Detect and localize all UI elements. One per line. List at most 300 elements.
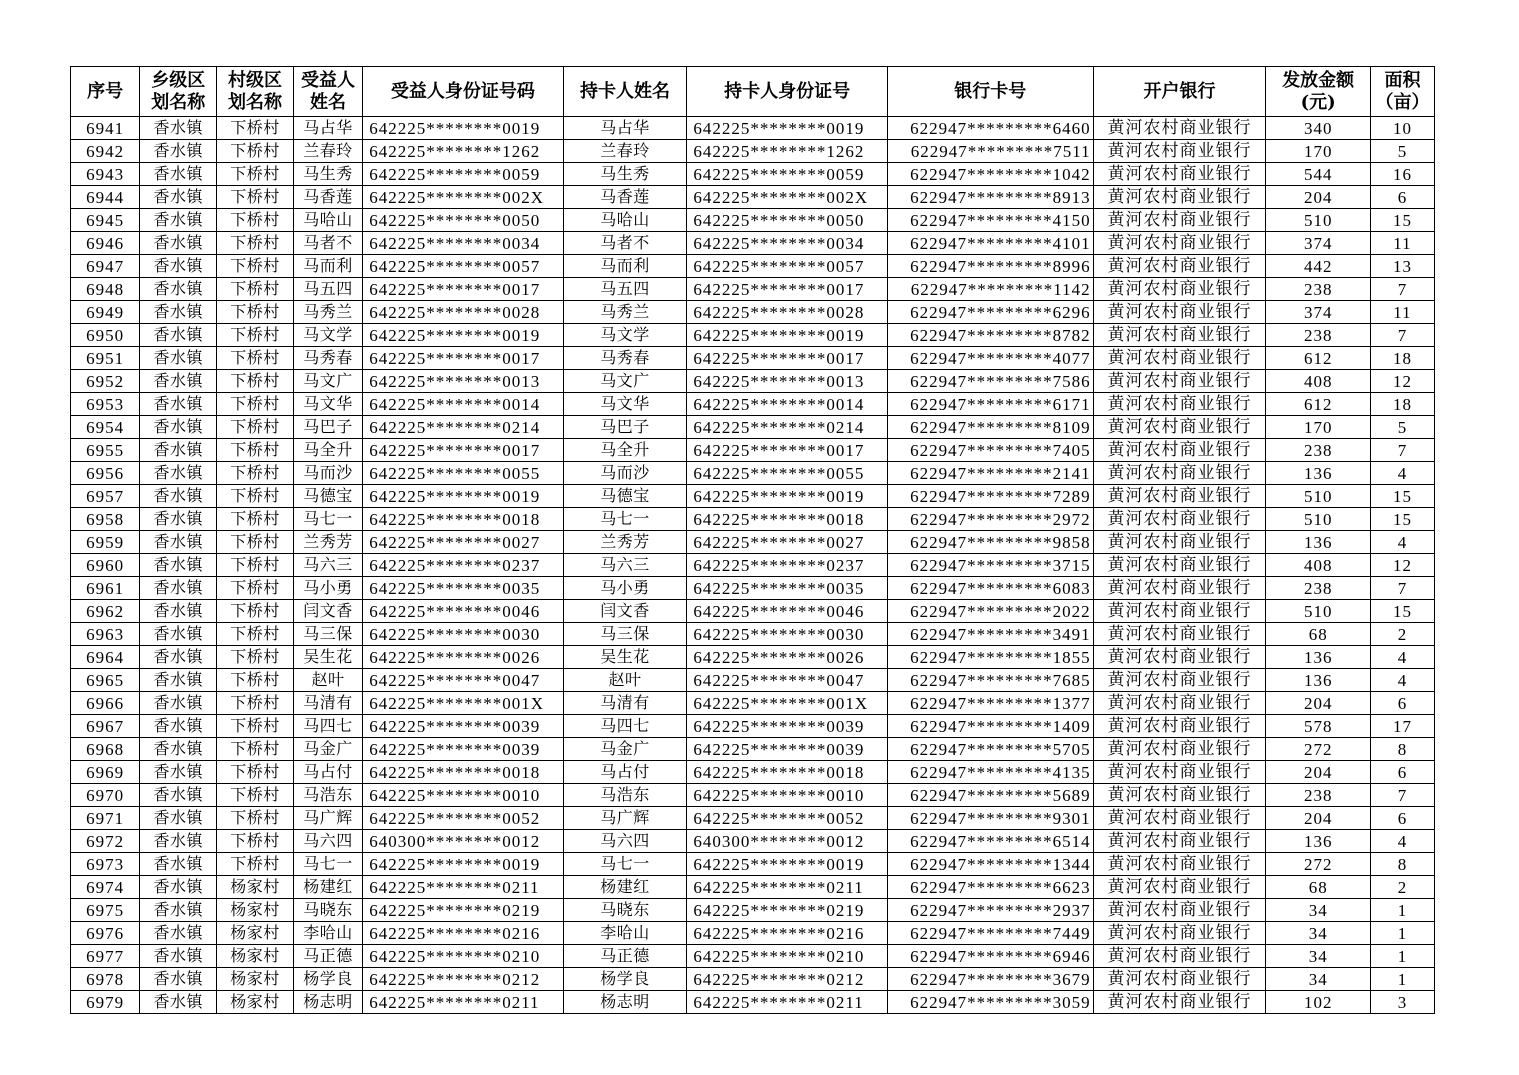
cardholder-id-cell: 642225********0046 xyxy=(687,600,887,623)
cardholder-id-cell: 642225********0014 xyxy=(687,393,887,416)
bank-cell: 黄河农村商业银行 xyxy=(1093,117,1266,140)
bank-card-no-cell: 622947*********9858 xyxy=(887,531,1093,554)
serial-no-cell: 6963 xyxy=(71,623,140,646)
beneficiary-id-cell: 642225********0019 xyxy=(363,324,563,347)
cardholder-name-cell: 马七一 xyxy=(563,508,687,531)
cardholder-name-cell: 马清有 xyxy=(563,692,687,715)
amount-cell: 272 xyxy=(1266,738,1371,761)
table-row xyxy=(71,186,1435,209)
village-cell: 下桥村 xyxy=(217,232,294,255)
cardholder-name-cell: 马六三 xyxy=(563,554,687,577)
village-cell: 下桥村 xyxy=(217,807,294,830)
beneficiary-id-cell: 642225********0055 xyxy=(363,462,563,485)
amount-cell: 578 xyxy=(1266,715,1371,738)
beneficiary-id-cell: 642225********0210 xyxy=(363,945,563,968)
amount-cell: 442 xyxy=(1266,255,1371,278)
bank-card-no-cell: 622947*********7449 xyxy=(887,922,1093,945)
beneficiary-id-cell: 642225********0017 xyxy=(363,278,563,301)
serial-no-cell: 6942 xyxy=(71,140,140,163)
cardholder-id-cell: 642225********0019 xyxy=(687,485,887,508)
area-cell: 15 xyxy=(1370,209,1434,232)
table-row xyxy=(71,462,1435,485)
serial-no-cell: 6958 xyxy=(71,508,140,531)
beneficiary-name-cell: 马七一 xyxy=(293,508,362,531)
amount-cell: 136 xyxy=(1266,830,1371,853)
area-cell: 7 xyxy=(1370,324,1434,347)
serial-no-cell: 6943 xyxy=(71,163,140,186)
bank-card-no-cell: 622947*********8996 xyxy=(887,255,1093,278)
bank-card-no-cell: 622947*********7685 xyxy=(887,669,1093,692)
bank-cell: 黄河农村商业银行 xyxy=(1093,462,1266,485)
township-cell: 香水镇 xyxy=(140,945,217,968)
cardholder-id-cell: 642225********0211 xyxy=(687,991,887,1014)
amount-cell: 374 xyxy=(1266,301,1371,324)
amount-cell: 408 xyxy=(1266,554,1371,577)
area-cell: 8 xyxy=(1370,853,1434,876)
cardholder-name-cell: 马秀春 xyxy=(563,347,687,370)
beneficiary-name-cell: 马秀兰 xyxy=(293,301,362,324)
cardholder-name-cell: 马正德 xyxy=(563,945,687,968)
cardholder-id-cell: 642225********0039 xyxy=(687,738,887,761)
bank-cell: 黄河农村商业银行 xyxy=(1093,922,1266,945)
table-row xyxy=(71,301,1435,324)
beneficiary-id-cell: 642225********0019 xyxy=(363,853,563,876)
township-cell: 香水镇 xyxy=(140,531,217,554)
village-cell: 下桥村 xyxy=(217,554,294,577)
township-cell: 香水镇 xyxy=(140,462,217,485)
area-cell: 18 xyxy=(1370,393,1434,416)
township-cell: 香水镇 xyxy=(140,232,217,255)
beneficiary-id-cell: 642225********0014 xyxy=(363,393,563,416)
table-row xyxy=(71,255,1435,278)
beneficiary-name-cell: 杨学良 xyxy=(293,968,362,991)
township-cell: 香水镇 xyxy=(140,646,217,669)
table-row xyxy=(71,968,1435,991)
beneficiary-id-cell: 642225********0216 xyxy=(363,922,563,945)
table-body xyxy=(71,117,1435,1014)
cardholder-name-cell: 马浩东 xyxy=(563,784,687,807)
beneficiary-id-cell: 642225********0018 xyxy=(363,508,563,531)
township-cell: 香水镇 xyxy=(140,278,217,301)
bank-cell: 黄河农村商业银行 xyxy=(1093,186,1266,209)
township-cell: 香水镇 xyxy=(140,784,217,807)
serial-no-cell: 6941 xyxy=(71,117,140,140)
village-cell: 杨家村 xyxy=(217,922,294,945)
header-cardholder-id: 持卡人身份证号 xyxy=(687,67,887,117)
serial-no-cell: 6951 xyxy=(71,347,140,370)
serial-no-cell: 6965 xyxy=(71,669,140,692)
bank-card-no-cell: 622947*********8913 xyxy=(887,186,1093,209)
beneficiary-id-cell: 642225********0030 xyxy=(363,623,563,646)
beneficiary-name-cell: 兰春玲 xyxy=(293,140,362,163)
amount-cell: 238 xyxy=(1266,784,1371,807)
village-cell: 下桥村 xyxy=(217,669,294,692)
township-cell: 香水镇 xyxy=(140,968,217,991)
beneficiary-id-cell: 642225********0017 xyxy=(363,347,563,370)
beneficiary-name-cell: 马浩东 xyxy=(293,784,362,807)
serial-no-cell: 6974 xyxy=(71,876,140,899)
village-cell: 下桥村 xyxy=(217,117,294,140)
cardholder-id-cell: 642225********0030 xyxy=(687,623,887,646)
serial-no-cell: 6945 xyxy=(71,209,140,232)
cardholder-name-cell: 马巴子 xyxy=(563,416,687,439)
beneficiary-name-cell: 马金广 xyxy=(293,738,362,761)
beneficiary-name-cell: 马占华 xyxy=(293,117,362,140)
cardholder-id-cell: 640300********0012 xyxy=(687,830,887,853)
beneficiary-name-cell: 闫文香 xyxy=(293,600,362,623)
header-bank-card-no: 银行卡号 xyxy=(887,67,1093,117)
area-cell: 6 xyxy=(1370,692,1434,715)
serial-no-cell: 6970 xyxy=(71,784,140,807)
township-cell: 香水镇 xyxy=(140,324,217,347)
township-cell: 香水镇 xyxy=(140,853,217,876)
beneficiary-id-cell: 642225********0214 xyxy=(363,416,563,439)
cardholder-id-cell: 642225********0211 xyxy=(687,876,887,899)
cardholder-id-cell: 642225********0237 xyxy=(687,554,887,577)
amount-cell: 238 xyxy=(1266,278,1371,301)
village-cell: 下桥村 xyxy=(217,370,294,393)
serial-no-cell: 6971 xyxy=(71,807,140,830)
table-row xyxy=(71,761,1435,784)
cardholder-id-cell: 642225********0057 xyxy=(687,255,887,278)
area-cell: 1 xyxy=(1370,922,1434,945)
table-row xyxy=(71,508,1435,531)
amount-cell: 34 xyxy=(1266,968,1371,991)
beneficiary-id-cell: 642225********0059 xyxy=(363,163,563,186)
township-cell: 香水镇 xyxy=(140,117,217,140)
amount-cell: 136 xyxy=(1266,646,1371,669)
table-row xyxy=(71,209,1435,232)
cardholder-name-cell: 马四七 xyxy=(563,715,687,738)
bank-cell: 黄河农村商业银行 xyxy=(1093,324,1266,347)
beneficiary-id-cell: 642225********0018 xyxy=(363,761,563,784)
beneficiary-id-cell: 642225********0019 xyxy=(363,485,563,508)
header-township: 乡级区 划名称 xyxy=(140,67,217,117)
serial-no-cell: 6955 xyxy=(71,439,140,462)
area-cell: 2 xyxy=(1370,623,1434,646)
amount-cell: 170 xyxy=(1266,140,1371,163)
table-row xyxy=(71,347,1435,370)
cardholder-id-cell: 642225********0212 xyxy=(687,968,887,991)
table-row xyxy=(71,899,1435,922)
village-cell: 下桥村 xyxy=(217,462,294,485)
village-cell: 下桥村 xyxy=(217,301,294,324)
village-cell: 下桥村 xyxy=(217,738,294,761)
serial-no-cell: 6975 xyxy=(71,899,140,922)
beneficiary-name-cell: 马广辉 xyxy=(293,807,362,830)
bank-cell: 黄河农村商业银行 xyxy=(1093,646,1266,669)
cardholder-id-cell: 642225********0034 xyxy=(687,232,887,255)
township-cell: 香水镇 xyxy=(140,669,217,692)
area-cell: 15 xyxy=(1370,508,1434,531)
area-cell: 4 xyxy=(1370,646,1434,669)
township-cell: 香水镇 xyxy=(140,186,217,209)
amount-cell: 408 xyxy=(1266,370,1371,393)
bank-cell: 黄河农村商业银行 xyxy=(1093,761,1266,784)
amount-cell: 510 xyxy=(1266,600,1371,623)
amount-cell: 136 xyxy=(1266,669,1371,692)
area-cell: 5 xyxy=(1370,416,1434,439)
cardholder-name-cell: 马占华 xyxy=(563,117,687,140)
beneficiary-id-cell: 642225********0211 xyxy=(363,991,563,1014)
cardholder-name-cell: 马五四 xyxy=(563,278,687,301)
table-row xyxy=(71,324,1435,347)
beneficiary-id-cell: 642225********002X xyxy=(363,186,563,209)
cardholder-name-cell: 马德宝 xyxy=(563,485,687,508)
cardholder-id-cell: 642225********0047 xyxy=(687,669,887,692)
beneficiary-name-cell: 李哈山 xyxy=(293,922,362,945)
amount-cell: 136 xyxy=(1266,531,1371,554)
beneficiary-name-cell: 马秀春 xyxy=(293,347,362,370)
village-cell: 下桥村 xyxy=(217,278,294,301)
cardholder-name-cell: 马文学 xyxy=(563,324,687,347)
cardholder-name-cell: 吴生花 xyxy=(563,646,687,669)
bank-cell: 黄河农村商业银行 xyxy=(1093,968,1266,991)
area-cell: 16 xyxy=(1370,163,1434,186)
bank-card-no-cell: 622947*********3679 xyxy=(887,968,1093,991)
area-cell: 4 xyxy=(1370,462,1434,485)
amount-cell: 204 xyxy=(1266,761,1371,784)
township-cell: 香水镇 xyxy=(140,830,217,853)
beneficiary-name-cell: 马生秀 xyxy=(293,163,362,186)
village-cell: 杨家村 xyxy=(217,945,294,968)
header-area: 面积 （亩） xyxy=(1370,67,1434,117)
serial-no-cell: 6979 xyxy=(71,991,140,1014)
bank-cell: 黄河农村商业银行 xyxy=(1093,738,1266,761)
beneficiary-name-cell: 杨志明 xyxy=(293,991,362,1014)
beneficiary-name-cell: 马五四 xyxy=(293,278,362,301)
beneficiary-name-cell: 马而利 xyxy=(293,255,362,278)
township-cell: 香水镇 xyxy=(140,439,217,462)
serial-no-cell: 6954 xyxy=(71,416,140,439)
serial-no-cell: 6976 xyxy=(71,922,140,945)
serial-no-cell: 6978 xyxy=(71,968,140,991)
amount-cell: 510 xyxy=(1266,209,1371,232)
table-row xyxy=(71,669,1435,692)
cardholder-name-cell: 马占付 xyxy=(563,761,687,784)
bank-cell: 黄河农村商业银行 xyxy=(1093,715,1266,738)
bank-card-no-cell: 622947*********2022 xyxy=(887,600,1093,623)
cardholder-name-cell: 马金广 xyxy=(563,738,687,761)
beneficiary-id-cell: 642225********0013 xyxy=(363,370,563,393)
serial-no-cell: 6977 xyxy=(71,945,140,968)
cardholder-id-cell: 642225********0039 xyxy=(687,715,887,738)
serial-no-cell: 6961 xyxy=(71,577,140,600)
bank-card-no-cell: 622947*********4135 xyxy=(887,761,1093,784)
area-cell: 1 xyxy=(1370,899,1434,922)
beneficiary-name-cell: 马小勇 xyxy=(293,577,362,600)
beneficiary-id-cell: 642225********0026 xyxy=(363,646,563,669)
beneficiary-id-cell: 642225********0057 xyxy=(363,255,563,278)
township-cell: 香水镇 xyxy=(140,508,217,531)
bank-card-no-cell: 622947*********8782 xyxy=(887,324,1093,347)
beneficiary-name-cell: 马清有 xyxy=(293,692,362,715)
amount-cell: 34 xyxy=(1266,922,1371,945)
beneficiary-name-cell: 吴生花 xyxy=(293,646,362,669)
amount-cell: 136 xyxy=(1266,462,1371,485)
bank-card-no-cell: 622947*********8109 xyxy=(887,416,1093,439)
village-cell: 下桥村 xyxy=(217,508,294,531)
serial-no-cell: 6948 xyxy=(71,278,140,301)
cardholder-name-cell: 马六四 xyxy=(563,830,687,853)
subsidy-distribution-table xyxy=(70,66,1435,1014)
serial-no-cell: 6946 xyxy=(71,232,140,255)
village-cell: 下桥村 xyxy=(217,347,294,370)
beneficiary-id-cell: 642225********001X xyxy=(363,692,563,715)
table-row xyxy=(71,945,1435,968)
area-cell: 4 xyxy=(1370,669,1434,692)
bank-cell: 黄河农村商业银行 xyxy=(1093,255,1266,278)
area-cell: 12 xyxy=(1370,370,1434,393)
table-row xyxy=(71,600,1435,623)
beneficiary-name-cell: 马文学 xyxy=(293,324,362,347)
bank-cell: 黄河农村商业银行 xyxy=(1093,669,1266,692)
amount-cell: 238 xyxy=(1266,439,1371,462)
serial-no-cell: 6960 xyxy=(71,554,140,577)
amount-cell: 612 xyxy=(1266,347,1371,370)
amount-cell: 544 xyxy=(1266,163,1371,186)
village-cell: 下桥村 xyxy=(217,140,294,163)
table-row xyxy=(71,692,1435,715)
area-cell: 6 xyxy=(1370,761,1434,784)
village-cell: 下桥村 xyxy=(217,324,294,347)
village-cell: 下桥村 xyxy=(217,623,294,646)
bank-card-no-cell: 622947*********3059 xyxy=(887,991,1093,1014)
cardholder-name-cell: 兰秀芳 xyxy=(563,531,687,554)
cardholder-name-cell: 马文广 xyxy=(563,370,687,393)
amount-cell: 510 xyxy=(1266,508,1371,531)
bank-cell: 黄河农村商业银行 xyxy=(1093,347,1266,370)
village-cell: 下桥村 xyxy=(217,715,294,738)
township-cell: 香水镇 xyxy=(140,163,217,186)
cardholder-name-cell: 兰春玲 xyxy=(563,140,687,163)
area-cell: 11 xyxy=(1370,232,1434,255)
bank-card-no-cell: 622947*********1409 xyxy=(887,715,1093,738)
bank-card-no-cell: 622947*********1855 xyxy=(887,646,1093,669)
beneficiary-id-cell: 642225********0028 xyxy=(363,301,563,324)
bank-card-no-cell: 622947*********1042 xyxy=(887,163,1093,186)
bank-cell: 黄河农村商业银行 xyxy=(1093,991,1266,1014)
table-row xyxy=(71,876,1435,899)
amount-cell: 34 xyxy=(1266,899,1371,922)
village-cell: 下桥村 xyxy=(217,439,294,462)
cardholder-id-cell: 642225********0216 xyxy=(687,922,887,945)
beneficiary-id-cell: 642225********0034 xyxy=(363,232,563,255)
beneficiary-id-cell: 642225********0219 xyxy=(363,899,563,922)
township-cell: 香水镇 xyxy=(140,761,217,784)
header-bank: 开户银行 xyxy=(1093,67,1266,117)
cardholder-name-cell: 马秀兰 xyxy=(563,301,687,324)
table-row xyxy=(71,140,1435,163)
beneficiary-name-cell: 马文华 xyxy=(293,393,362,416)
bank-card-no-cell: 622947*********4101 xyxy=(887,232,1093,255)
amount-cell: 204 xyxy=(1266,186,1371,209)
cardholder-id-cell: 642225********0027 xyxy=(687,531,887,554)
header-cardholder-name: 持卡人姓名 xyxy=(563,67,687,117)
bank-cell: 黄河农村商业银行 xyxy=(1093,508,1266,531)
beneficiary-id-cell: 642225********0237 xyxy=(363,554,563,577)
amount-cell: 374 xyxy=(1266,232,1371,255)
bank-card-no-cell: 622947*********9301 xyxy=(887,807,1093,830)
cardholder-id-cell: 642225********0035 xyxy=(687,577,887,600)
bank-card-no-cell: 622947*********2937 xyxy=(887,899,1093,922)
bank-cell: 黄河农村商业银行 xyxy=(1093,899,1266,922)
area-cell: 6 xyxy=(1370,807,1434,830)
bank-cell: 黄河农村商业银行 xyxy=(1093,485,1266,508)
township-cell: 香水镇 xyxy=(140,692,217,715)
bank-cell: 黄河农村商业银行 xyxy=(1093,531,1266,554)
amount-cell: 238 xyxy=(1266,324,1371,347)
village-cell: 下桥村 xyxy=(217,600,294,623)
bank-card-no-cell: 622947*********2141 xyxy=(887,462,1093,485)
beneficiary-id-cell: 642225********0212 xyxy=(363,968,563,991)
beneficiary-name-cell: 马七一 xyxy=(293,853,362,876)
bank-card-no-cell: 622947*********3715 xyxy=(887,554,1093,577)
bank-card-no-cell: 622947*********4150 xyxy=(887,209,1093,232)
table-row xyxy=(71,117,1435,140)
village-cell: 杨家村 xyxy=(217,968,294,991)
bank-cell: 黄河农村商业银行 xyxy=(1093,554,1266,577)
serial-no-cell: 6968 xyxy=(71,738,140,761)
table-header-row xyxy=(71,67,1435,117)
area-cell: 3 xyxy=(1370,991,1434,1014)
table-row xyxy=(71,370,1435,393)
amount-cell: 272 xyxy=(1266,853,1371,876)
area-cell: 12 xyxy=(1370,554,1434,577)
beneficiary-name-cell: 马正德 xyxy=(293,945,362,968)
table-row xyxy=(71,531,1435,554)
bank-cell: 黄河农村商业银行 xyxy=(1093,784,1266,807)
bank-cell: 黄河农村商业银行 xyxy=(1093,416,1266,439)
table-row xyxy=(71,485,1435,508)
area-cell: 2 xyxy=(1370,876,1434,899)
bank-card-no-cell: 622947*********6171 xyxy=(887,393,1093,416)
amount-cell: 102 xyxy=(1266,991,1371,1014)
village-cell: 下桥村 xyxy=(217,531,294,554)
amount-cell: 204 xyxy=(1266,692,1371,715)
amount-cell: 204 xyxy=(1266,807,1371,830)
cardholder-name-cell: 马小勇 xyxy=(563,577,687,600)
village-cell: 下桥村 xyxy=(217,485,294,508)
township-cell: 香水镇 xyxy=(140,922,217,945)
cardholder-name-cell: 马全升 xyxy=(563,439,687,462)
bank-cell: 黄河农村商业银行 xyxy=(1093,278,1266,301)
cardholder-id-cell: 642225********0019 xyxy=(687,853,887,876)
bank-cell: 黄河农村商业银行 xyxy=(1093,163,1266,186)
serial-no-cell: 6967 xyxy=(71,715,140,738)
area-cell: 15 xyxy=(1370,485,1434,508)
bank-cell: 黄河农村商业银行 xyxy=(1093,140,1266,163)
area-cell: 13 xyxy=(1370,255,1434,278)
village-cell: 下桥村 xyxy=(217,853,294,876)
village-cell: 下桥村 xyxy=(217,646,294,669)
beneficiary-name-cell: 赵叶 xyxy=(293,669,362,692)
township-cell: 香水镇 xyxy=(140,715,217,738)
cardholder-name-cell: 马而沙 xyxy=(563,462,687,485)
beneficiary-id-cell: 642225********0035 xyxy=(363,577,563,600)
beneficiary-id-cell: 642225********0211 xyxy=(363,876,563,899)
bank-cell: 黄河农村商业银行 xyxy=(1093,577,1266,600)
beneficiary-name-cell: 马全升 xyxy=(293,439,362,462)
cardholder-id-cell: 642225********0018 xyxy=(687,761,887,784)
township-cell: 香水镇 xyxy=(140,807,217,830)
cardholder-id-cell: 642225********1262 xyxy=(687,140,887,163)
table-row xyxy=(71,577,1435,600)
township-cell: 香水镇 xyxy=(140,347,217,370)
table-row xyxy=(71,853,1435,876)
bank-card-no-cell: 622947*********6623 xyxy=(887,876,1093,899)
table-row xyxy=(71,278,1435,301)
